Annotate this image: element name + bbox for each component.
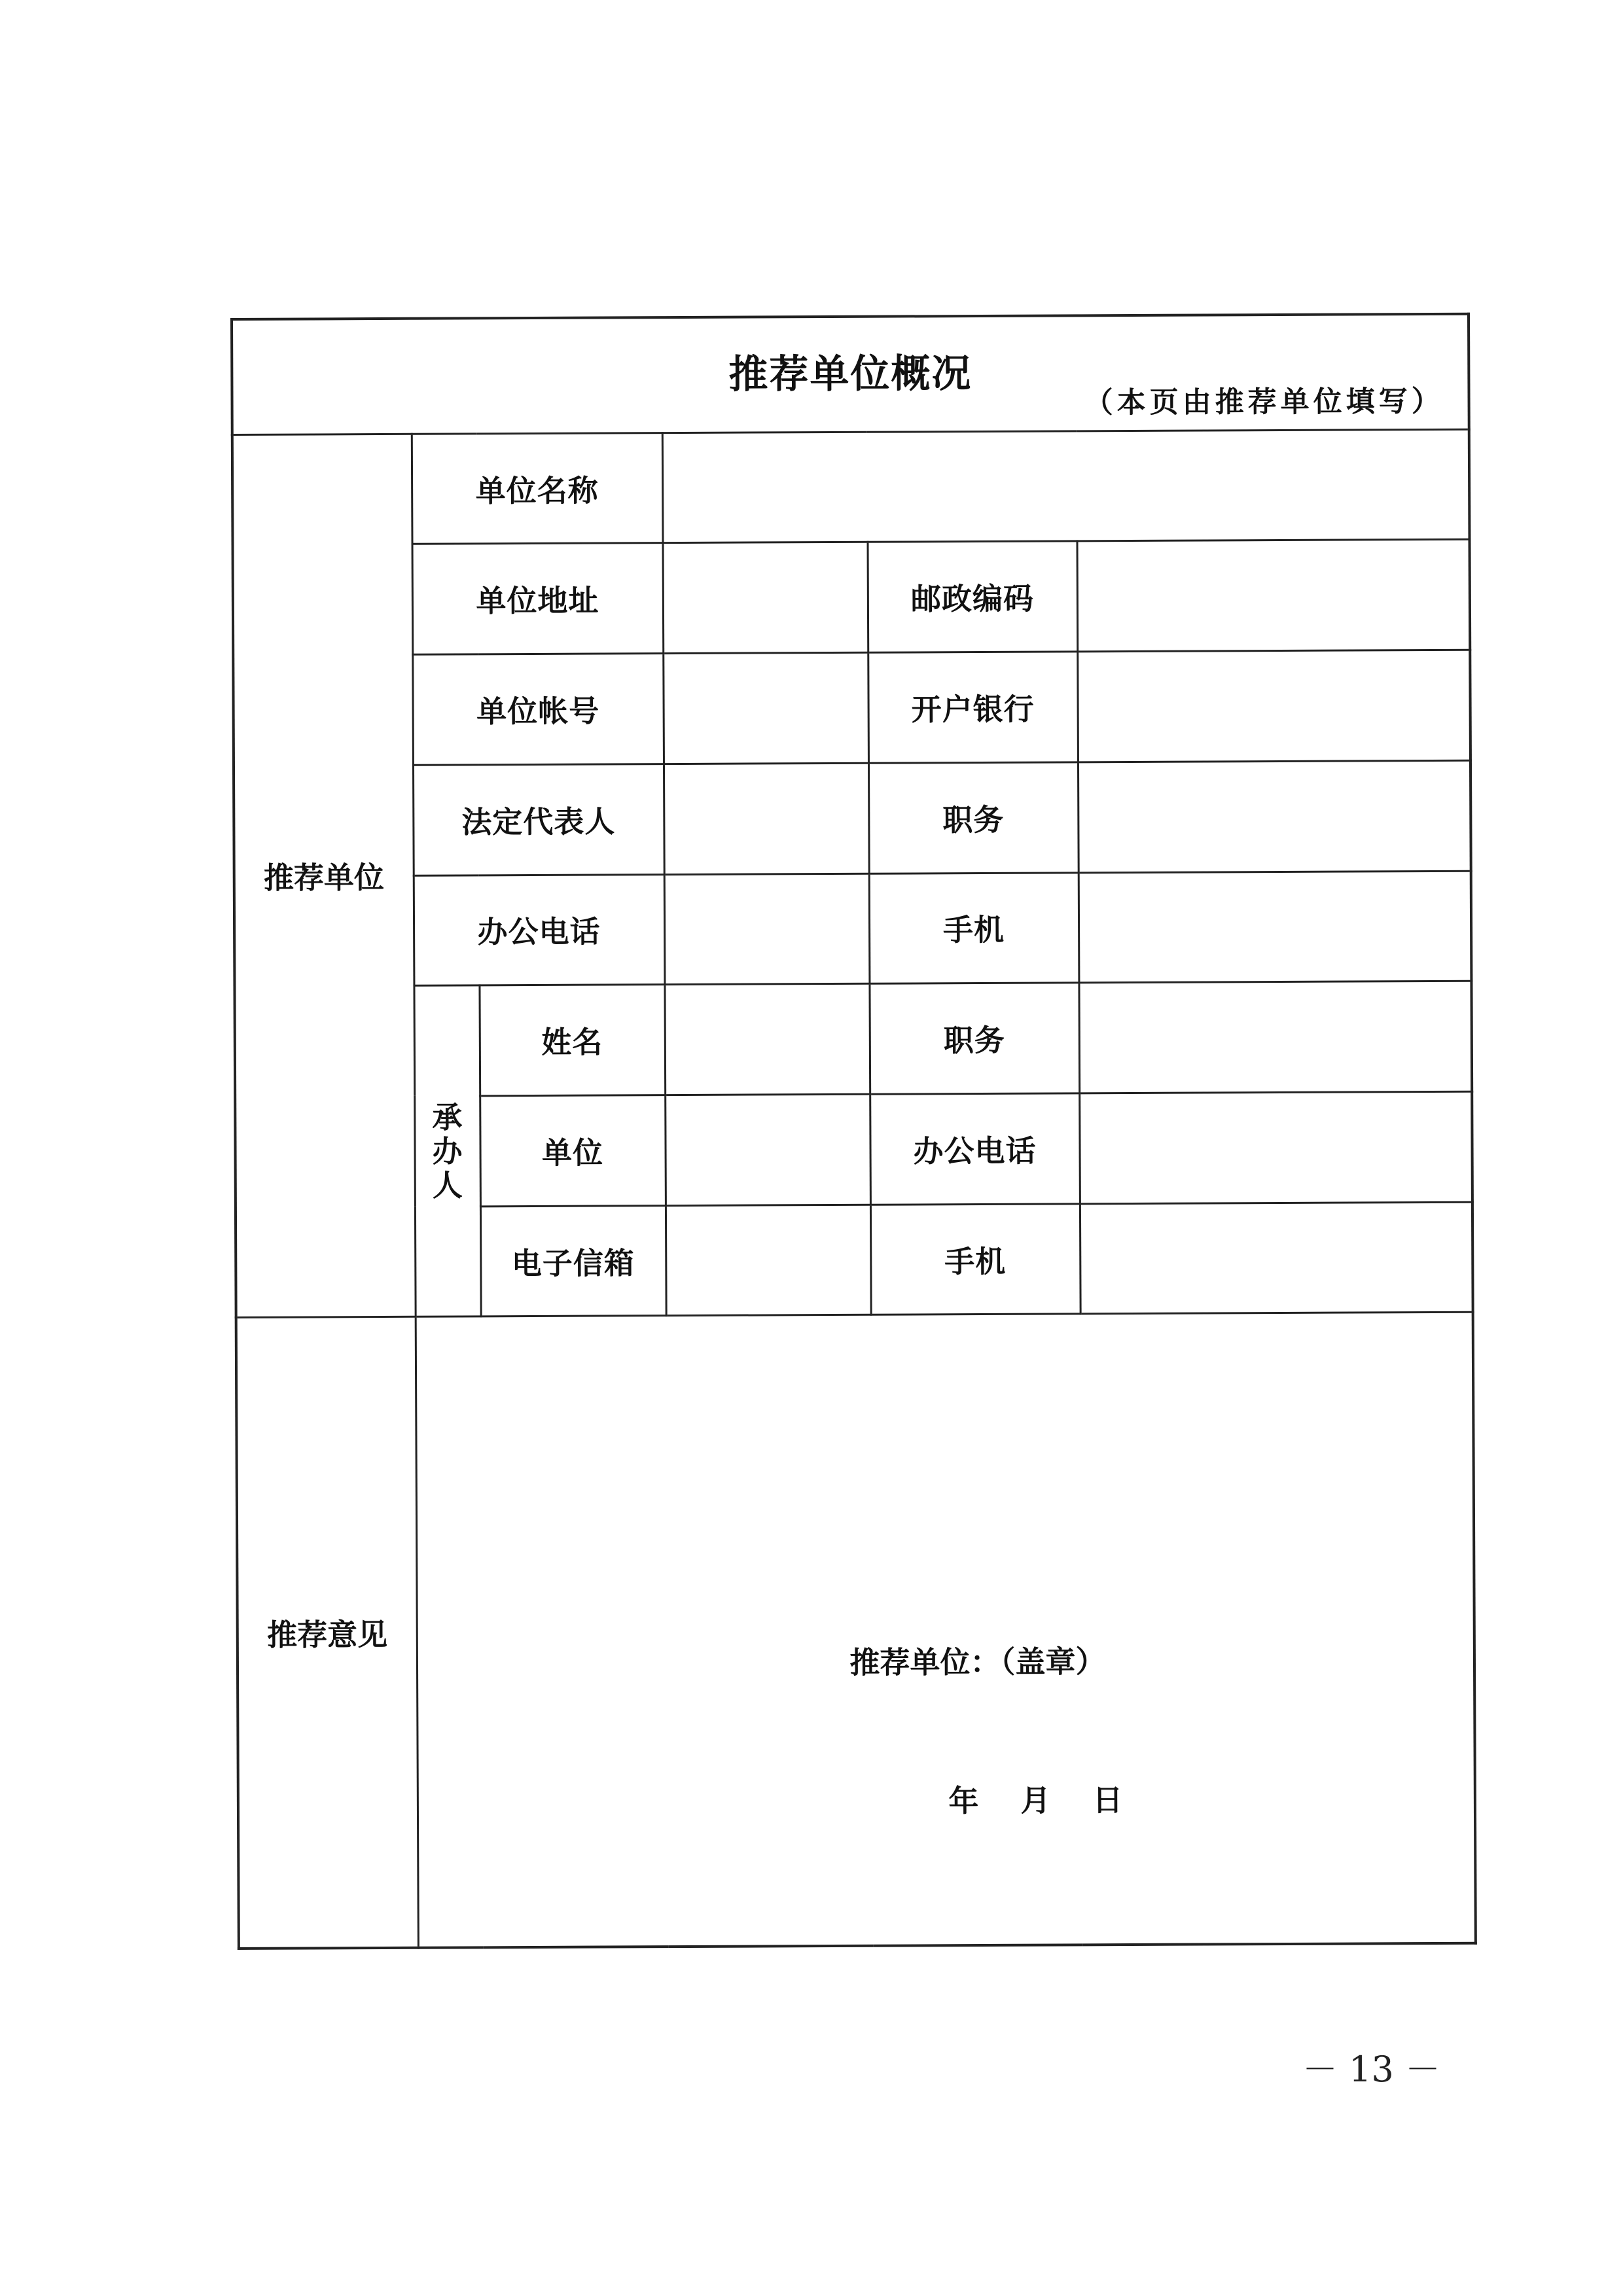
recommendation-form: [230, 313, 1477, 1950]
legal-rep-position-field[interactable]: [1078, 760, 1471, 872]
handler-name-field[interactable]: [664, 983, 870, 1095]
unit-name-field[interactable]: [662, 429, 1470, 543]
office-phone-label: 办公电话: [414, 874, 665, 985]
unit-address-label: 单位地址: [412, 543, 664, 654]
form-title: 推荐单位概况: [728, 351, 972, 398]
bank-label: 开户银行: [868, 652, 1078, 763]
mobile-field[interactable]: [1079, 871, 1472, 983]
handler-office-phone-field[interactable]: [1079, 1091, 1472, 1203]
handler-position-label: 职务: [869, 983, 1079, 1094]
unit-name-label: 单位名称: [412, 433, 663, 544]
mobile-label: 手机: [869, 872, 1079, 983]
office-phone-field[interactable]: [664, 874, 870, 985]
opinion-field[interactable]: [416, 1313, 1476, 1948]
unit-address-field[interactable]: [663, 542, 868, 654]
handler-office-phone-label: 办公电话: [870, 1093, 1080, 1205]
handler-position-field[interactable]: [1079, 981, 1472, 1093]
form-header: [232, 314, 1469, 434]
date-line: 年 月 日: [948, 1782, 1123, 1819]
postal-code-field[interactable]: [1077, 540, 1471, 652]
handler-email-field[interactable]: [666, 1205, 871, 1316]
legal-rep-label: 法定代表人: [413, 764, 664, 875]
legal-rep-position-label: 职务: [868, 762, 1079, 874]
handler-mobile-label: 手机: [870, 1204, 1080, 1315]
unit-account-label: 单位帐号: [412, 654, 664, 765]
unit-account-field[interactable]: [663, 652, 868, 764]
bank-field[interactable]: [1077, 650, 1471, 762]
handler-unit-label: 单位: [480, 1095, 666, 1207]
form-subtitle: （本页由推荐单位填写）: [1084, 384, 1444, 420]
handler-mobile-field[interactable]: [1080, 1202, 1473, 1314]
handler-unit-field[interactable]: [665, 1094, 870, 1205]
handler-email-label: 电子信箱: [480, 1205, 666, 1316]
handler-label: 承办人: [432, 1099, 463, 1203]
handler-label-cell: [414, 985, 480, 1317]
postal-code-label: 邮政编码: [868, 541, 1078, 652]
section-label-recommending-unit: 推荐单位: [232, 434, 416, 1318]
legal-rep-field[interactable]: [664, 763, 869, 874]
page-number: － 13 －: [1302, 2049, 1441, 2090]
opinion-label: 推荐意见: [236, 1317, 418, 1949]
handler-name-label: 姓名: [479, 985, 665, 1096]
seal-line: 推荐单位：（盖章）: [849, 1644, 1106, 1681]
